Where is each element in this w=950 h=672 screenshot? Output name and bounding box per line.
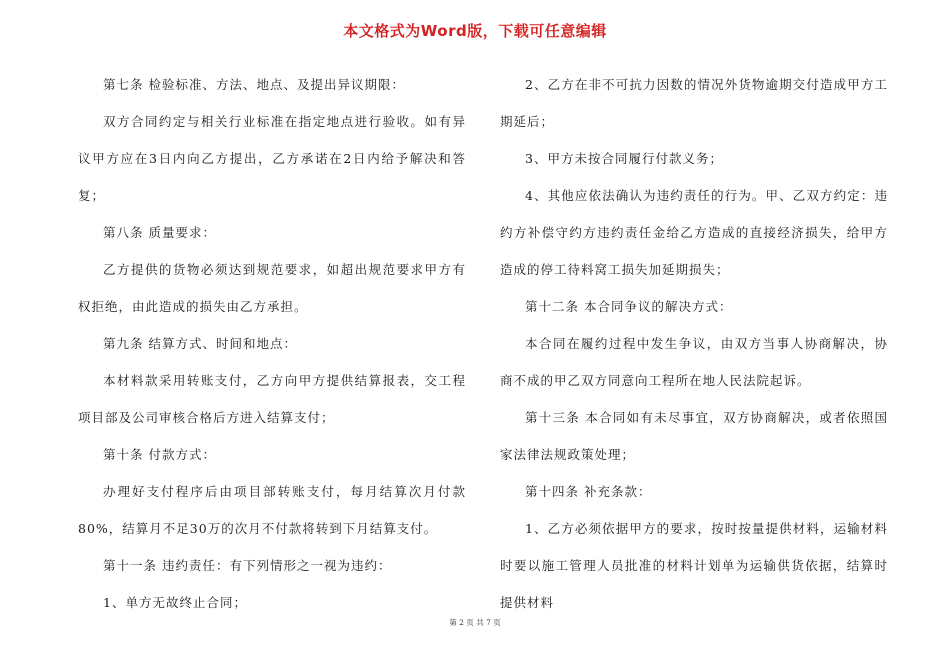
paragraph: 第七条 检验标准、方法、地点、及提出异议期限： bbox=[103, 77, 405, 92]
paragraph: 双方合同约定与相关行业标准在指定地点进行验收。如有异议甲方应在3日内向乙方提出，乙方承诺在2日内给予解决和答复； bbox=[78, 114, 466, 203]
right-column bbox=[500, 66, 888, 621]
paragraph: 本材料款采用转账支付，乙方向甲方提供结算报表，交工程项目部及公司审核合格后方进入结算支付； bbox=[78, 373, 466, 425]
paragraph: 第十三条 本合同如有未尽事宜，双方协商解决，或者依照国家法律法规政策处理； bbox=[500, 410, 888, 462]
paragraph: 1、单方无故终止合同； bbox=[103, 595, 247, 610]
left-column bbox=[78, 66, 466, 621]
paragraph: 1、乙方必须依据甲方的要求，按时按量提供材料，运输材料时要以施工管理人员批准的材料计划单为运输供货依据，结算时提供材料 bbox=[500, 521, 888, 610]
paragraph: 本合同在履约过程中发生争议，由双方当事人协商解决，协商不成的甲乙双方同意向工程所在地人民法院起诉。 bbox=[500, 336, 888, 388]
paragraph: 第十四条 补充条款： bbox=[525, 484, 652, 499]
paragraph: 第八条 质量要求： bbox=[103, 225, 216, 240]
paragraph: 第十二条 本合同争议的解决方式： bbox=[525, 299, 733, 314]
paragraph: 第九条 结算方式、时间和地点： bbox=[103, 336, 297, 351]
paragraph: 办理好支付程序后由项目部转账支付，每月结算次月付款80%，结算月不足30万的次月不付款将转到下月结算支付。 bbox=[78, 484, 466, 536]
document-banner: 本文格式为Word版，下载可任意编辑 bbox=[343, 22, 607, 40]
paragraph: 第十一条 违约责任：有下列情形之一视为违约： bbox=[103, 558, 392, 573]
paragraph: 3、甲方未按合同履行付款义务； bbox=[525, 151, 723, 166]
paragraph: 4、其他应依法确认为违约责任的行为。甲、乙双方约定：违约方补偿守约方违约责任金给乙方造成的直接经济损失，给甲方造成的停工待料窝工损失加延期损失； bbox=[500, 188, 888, 277]
page-number: 第 2 页 共 7 页 bbox=[449, 618, 501, 627]
paragraph: 第十条 付款方式： bbox=[103, 447, 216, 462]
paragraph: 2、乙方在非不可抗力因数的情况外货物逾期交付造成甲方工期延后； bbox=[500, 77, 888, 129]
paragraph: 乙方提供的货物必须达到规范要求，如超出规范要求甲方有权拒绝，由此造成的损失由乙方承担。 bbox=[78, 262, 466, 314]
